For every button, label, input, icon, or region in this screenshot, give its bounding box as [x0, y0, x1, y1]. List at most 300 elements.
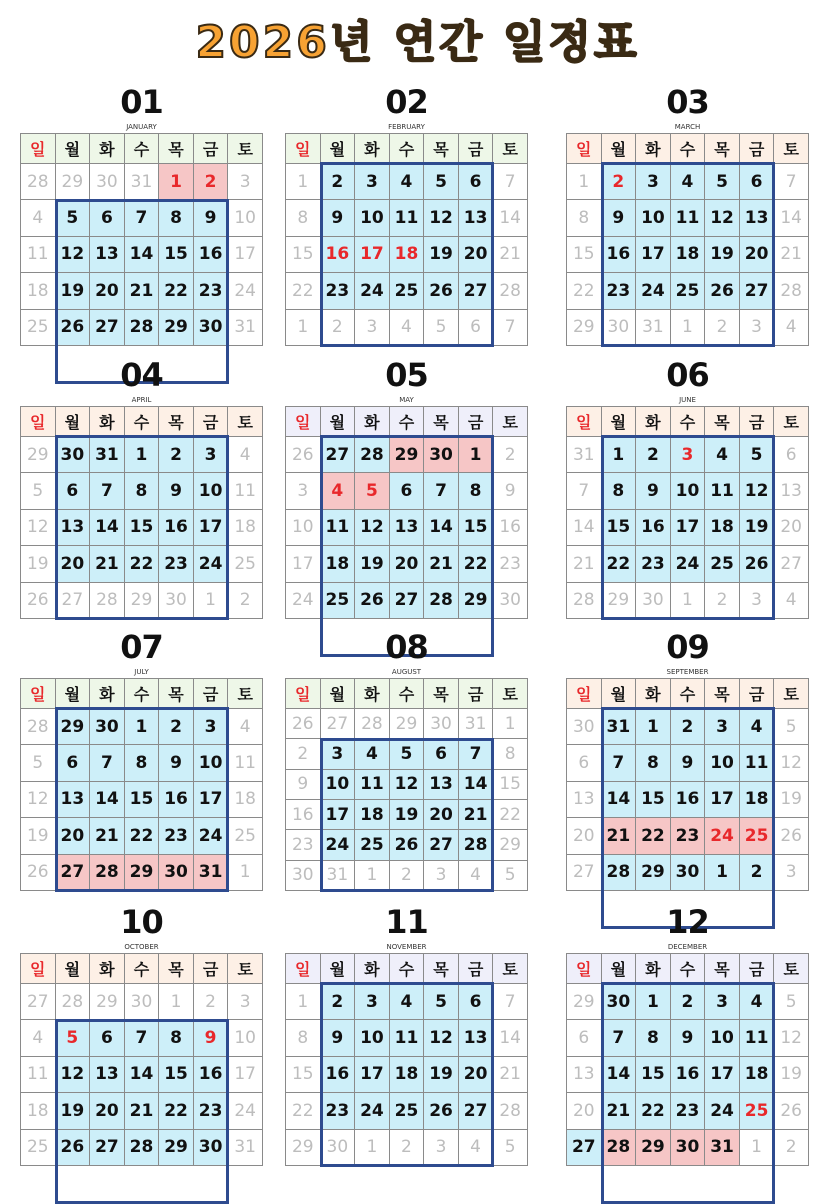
- weekday-header: 일: [21, 407, 56, 437]
- day-cell: 2: [705, 582, 740, 618]
- day-cell: 30: [159, 582, 194, 618]
- weekday-header: 수: [389, 134, 424, 164]
- day-cell: 11: [739, 1020, 774, 1056]
- day-cell: 5: [424, 309, 459, 345]
- month-08: [285, 628, 528, 893]
- day-cell: 22: [636, 1093, 671, 1129]
- day-cell: 6: [55, 473, 90, 509]
- day-cell: 6: [774, 437, 809, 473]
- day-cell: 19: [424, 236, 459, 272]
- day-cell: 21: [601, 818, 636, 854]
- day-cell: 31: [636, 309, 671, 345]
- day-cell: 15: [124, 509, 159, 545]
- day-cell: 12: [424, 200, 459, 236]
- day-cell: 2: [774, 1129, 809, 1165]
- day-cell: 21: [493, 1056, 528, 1092]
- weekday-header: 월: [320, 134, 355, 164]
- day-cell: 9: [320, 1020, 355, 1056]
- day-cell: 11: [228, 473, 263, 509]
- weekday-header: 토: [774, 954, 809, 984]
- weekday-header: 목: [705, 407, 740, 437]
- day-cell: 5: [774, 984, 809, 1020]
- day-cell: 25: [389, 273, 424, 309]
- day-cell: 8: [567, 200, 602, 236]
- day-cell: 15: [601, 509, 636, 545]
- day-cell: 2: [670, 709, 705, 745]
- month-number: 11: [385, 903, 428, 941]
- day-cell: 3: [705, 984, 740, 1020]
- weekday-header: 목: [424, 134, 459, 164]
- day-cell: 8: [493, 739, 528, 769]
- day-cell: 20: [55, 546, 90, 582]
- day-cell: 16: [193, 236, 228, 272]
- weekday-header: 목: [159, 954, 194, 984]
- day-cell: 19: [389, 799, 424, 829]
- weekday-header: 금: [458, 134, 493, 164]
- day-cell: 13: [389, 509, 424, 545]
- weekday-header: 일: [21, 954, 56, 984]
- day-cell: 27: [389, 582, 424, 618]
- weekday-header: 일: [21, 134, 56, 164]
- day-cell: 18: [739, 1056, 774, 1092]
- day-cell: 3: [355, 164, 390, 200]
- day-cell: 25: [670, 273, 705, 309]
- day-cell: 13: [90, 1056, 125, 1092]
- month-number: 05: [385, 356, 428, 394]
- day-cell: 1: [159, 984, 194, 1020]
- day-cell: 13: [458, 1020, 493, 1056]
- day-cell: 27: [424, 830, 459, 860]
- weekday-header: 토: [228, 407, 263, 437]
- day-cell: 27: [320, 709, 355, 739]
- day-cell: 6: [389, 473, 424, 509]
- weekday-header: 목: [159, 407, 194, 437]
- day-cell: 10: [636, 200, 671, 236]
- day-cell: 17: [193, 509, 228, 545]
- day-cell: 19: [55, 273, 90, 309]
- day-cell: 26: [424, 273, 459, 309]
- day-cell: 16: [636, 509, 671, 545]
- month-name: SEPTEMBER: [666, 668, 709, 676]
- month-name: FEBRUARY: [388, 123, 425, 131]
- weekday-header: 일: [286, 134, 321, 164]
- day-cell: 24: [705, 818, 740, 854]
- day-cell: 29: [159, 309, 194, 345]
- day-cell: 2: [601, 164, 636, 200]
- day-cell: 3: [424, 860, 459, 890]
- weekday-header: 토: [493, 407, 528, 437]
- day-cell: 8: [124, 745, 159, 781]
- day-cell: 13: [424, 769, 459, 799]
- day-cell: 16: [670, 1056, 705, 1092]
- weekday-header: 월: [55, 134, 90, 164]
- day-cell: 28: [458, 830, 493, 860]
- day-cell: 13: [739, 200, 774, 236]
- day-cell: 1: [458, 437, 493, 473]
- day-cell: 17: [705, 781, 740, 817]
- weekday-header: 월: [601, 954, 636, 984]
- day-cell: 10: [355, 1020, 390, 1056]
- day-cell: 19: [774, 1056, 809, 1092]
- day-cell: 10: [286, 509, 321, 545]
- day-cell: 6: [458, 309, 493, 345]
- day-cell: 6: [567, 1020, 602, 1056]
- month-calendar-table: [20, 678, 263, 891]
- day-cell: 10: [705, 745, 740, 781]
- weekday-header: 목: [705, 954, 740, 984]
- day-cell: 18: [228, 509, 263, 545]
- day-cell: 14: [567, 509, 602, 545]
- day-cell: 9: [636, 473, 671, 509]
- day-cell: 23: [193, 1093, 228, 1129]
- day-cell: 31: [458, 709, 493, 739]
- day-cell: 29: [55, 164, 90, 200]
- weekday-header: 화: [636, 679, 671, 709]
- day-cell: 30: [493, 582, 528, 618]
- weekday-header: 목: [424, 679, 459, 709]
- day-cell: 28: [601, 1129, 636, 1165]
- day-cell: 17: [355, 1056, 390, 1092]
- day-cell: 20: [55, 818, 90, 854]
- day-cell: 26: [21, 854, 56, 890]
- weekday-header: 수: [124, 407, 159, 437]
- day-cell: 7: [601, 745, 636, 781]
- day-cell: 8: [159, 200, 194, 236]
- month-number: 03: [666, 83, 709, 121]
- month-calendar-table: [285, 953, 528, 1166]
- weekday-header: 월: [320, 679, 355, 709]
- day-cell: 29: [567, 984, 602, 1020]
- month-number: 01: [120, 83, 163, 121]
- day-cell: 30: [55, 437, 90, 473]
- day-cell: 5: [355, 473, 390, 509]
- day-cell: 15: [159, 236, 194, 272]
- day-cell: 14: [458, 769, 493, 799]
- weekday-header: 월: [55, 407, 90, 437]
- day-cell: 27: [774, 546, 809, 582]
- day-cell: 15: [493, 769, 528, 799]
- day-cell: 31: [567, 437, 602, 473]
- day-cell: 21: [458, 799, 493, 829]
- day-cell: 28: [601, 854, 636, 890]
- day-cell: 30: [567, 709, 602, 745]
- day-cell: 26: [739, 546, 774, 582]
- weekday-header: 토: [228, 134, 263, 164]
- day-cell: 19: [424, 1056, 459, 1092]
- day-cell: 23: [670, 1093, 705, 1129]
- day-cell: 2: [636, 437, 671, 473]
- day-cell: 30: [424, 709, 459, 739]
- day-cell: 12: [55, 236, 90, 272]
- day-cell: 5: [493, 860, 528, 890]
- day-cell: 11: [705, 473, 740, 509]
- day-cell: 3: [739, 582, 774, 618]
- day-cell: 21: [567, 546, 602, 582]
- day-cell: 22: [286, 273, 321, 309]
- day-cell: 30: [636, 582, 671, 618]
- day-cell: 24: [193, 818, 228, 854]
- day-cell: 31: [228, 309, 263, 345]
- day-cell: 19: [774, 781, 809, 817]
- day-cell: 8: [458, 473, 493, 509]
- day-cell: 22: [636, 818, 671, 854]
- day-cell: 5: [21, 473, 56, 509]
- day-cell: 2: [286, 739, 321, 769]
- day-cell: 26: [355, 582, 390, 618]
- day-cell: 16: [159, 781, 194, 817]
- day-cell: 11: [355, 769, 390, 799]
- day-cell: 2: [320, 164, 355, 200]
- day-cell: 25: [739, 818, 774, 854]
- day-cell: 29: [636, 854, 671, 890]
- day-cell: 23: [320, 273, 355, 309]
- day-cell: 23: [286, 830, 321, 860]
- month-02: [285, 83, 528, 348]
- weekday-header: 수: [124, 679, 159, 709]
- day-cell: 30: [601, 309, 636, 345]
- day-cell: 27: [90, 1129, 125, 1165]
- day-cell: 12: [55, 1056, 90, 1092]
- day-cell: 16: [159, 509, 194, 545]
- weekday-header: 월: [601, 134, 636, 164]
- day-cell: 21: [124, 1093, 159, 1129]
- day-cell: 10: [228, 1020, 263, 1056]
- weekday-header: 월: [55, 954, 90, 984]
- month-calendar-table: [566, 678, 809, 891]
- day-cell: 17: [286, 546, 321, 582]
- day-cell: 25: [21, 309, 56, 345]
- day-cell: 15: [458, 509, 493, 545]
- day-cell: 13: [55, 509, 90, 545]
- day-cell: 5: [55, 1020, 90, 1056]
- day-cell: 7: [493, 309, 528, 345]
- day-cell: 6: [90, 200, 125, 236]
- day-cell: 1: [159, 164, 194, 200]
- day-cell: 17: [228, 1056, 263, 1092]
- month-calendar-table: [20, 406, 263, 619]
- weekday-header: 토: [493, 954, 528, 984]
- day-cell: 4: [228, 437, 263, 473]
- day-cell: 11: [670, 200, 705, 236]
- day-cell: 27: [739, 273, 774, 309]
- weekday-header: 목: [705, 134, 740, 164]
- day-cell: 4: [458, 1129, 493, 1165]
- day-cell: 22: [159, 1093, 194, 1129]
- day-cell: 11: [21, 1056, 56, 1092]
- day-cell: 30: [670, 1129, 705, 1165]
- day-cell: 13: [774, 473, 809, 509]
- day-cell: 12: [774, 745, 809, 781]
- day-cell: 31: [228, 1129, 263, 1165]
- day-cell: 29: [286, 1129, 321, 1165]
- day-cell: 4: [670, 164, 705, 200]
- month-calendar-table: [285, 678, 528, 891]
- day-cell: 5: [21, 745, 56, 781]
- day-cell: 27: [21, 984, 56, 1020]
- day-cell: 2: [193, 164, 228, 200]
- day-cell: 27: [55, 854, 90, 890]
- month-number: 04: [120, 356, 163, 394]
- day-cell: 28: [493, 1093, 528, 1129]
- month-06: [566, 356, 809, 621]
- day-cell: 1: [670, 309, 705, 345]
- day-cell: 29: [159, 1129, 194, 1165]
- day-cell: 3: [286, 473, 321, 509]
- day-cell: 23: [493, 546, 528, 582]
- day-cell: 26: [389, 830, 424, 860]
- day-cell: 22: [458, 546, 493, 582]
- day-cell: 15: [567, 236, 602, 272]
- weekday-header: 금: [739, 407, 774, 437]
- day-cell: 12: [705, 200, 740, 236]
- day-cell: 12: [389, 769, 424, 799]
- weekday-header: 수: [124, 954, 159, 984]
- day-cell: 18: [389, 236, 424, 272]
- month-name: JUNE: [679, 396, 696, 404]
- day-cell: 29: [389, 709, 424, 739]
- day-cell: 21: [493, 236, 528, 272]
- day-cell: 19: [21, 818, 56, 854]
- day-cell: 14: [90, 509, 125, 545]
- day-cell: 25: [355, 830, 390, 860]
- weekday-header: 수: [389, 954, 424, 984]
- day-cell: 26: [705, 273, 740, 309]
- day-cell: 15: [159, 1056, 194, 1092]
- weekday-header: 금: [458, 954, 493, 984]
- day-cell: 1: [228, 854, 263, 890]
- day-cell: 24: [705, 1093, 740, 1129]
- weekday-header: 금: [739, 134, 774, 164]
- day-cell: 29: [389, 437, 424, 473]
- day-cell: 7: [493, 984, 528, 1020]
- weekday-header: 목: [424, 954, 459, 984]
- month-name: JANUARY: [126, 123, 157, 131]
- day-cell: 16: [493, 509, 528, 545]
- day-cell: 23: [636, 546, 671, 582]
- day-cell: 25: [705, 546, 740, 582]
- day-cell: 3: [320, 739, 355, 769]
- day-cell: 5: [705, 164, 740, 200]
- day-cell: 11: [389, 1020, 424, 1056]
- day-cell: 3: [355, 984, 390, 1020]
- month-name: AUGUST: [391, 668, 422, 676]
- month-number: 02: [385, 83, 428, 121]
- day-cell: 7: [458, 739, 493, 769]
- day-cell: 9: [193, 1020, 228, 1056]
- day-cell: 10: [670, 473, 705, 509]
- day-cell: 16: [320, 236, 355, 272]
- day-cell: 5: [55, 200, 90, 236]
- day-cell: 22: [159, 273, 194, 309]
- weekday-header: 화: [636, 954, 671, 984]
- weekday-header: 토: [493, 679, 528, 709]
- day-cell: 4: [774, 309, 809, 345]
- day-cell: 9: [159, 473, 194, 509]
- weekday-header: 화: [355, 954, 390, 984]
- day-cell: 2: [320, 309, 355, 345]
- day-cell: 11: [228, 745, 263, 781]
- day-cell: 8: [286, 1020, 321, 1056]
- day-cell: 13: [567, 781, 602, 817]
- day-cell: 3: [228, 984, 263, 1020]
- day-cell: 10: [320, 769, 355, 799]
- day-cell: 24: [228, 1093, 263, 1129]
- day-cell: 19: [55, 1093, 90, 1129]
- month-calendar-table: [566, 133, 809, 346]
- day-cell: 14: [424, 509, 459, 545]
- day-cell: 7: [424, 473, 459, 509]
- day-cell: 13: [90, 236, 125, 272]
- month-09: [566, 628, 809, 893]
- day-cell: 17: [355, 236, 390, 272]
- month-number: 10: [120, 903, 163, 941]
- weekday-header: 월: [320, 407, 355, 437]
- day-cell: 4: [21, 200, 56, 236]
- day-cell: 28: [424, 582, 459, 618]
- weekday-header: 금: [458, 679, 493, 709]
- weekday-header: 화: [355, 407, 390, 437]
- day-cell: 30: [601, 984, 636, 1020]
- day-cell: 19: [21, 546, 56, 582]
- day-cell: 28: [774, 273, 809, 309]
- day-cell: 24: [355, 273, 390, 309]
- day-cell: 14: [601, 781, 636, 817]
- day-cell: 15: [636, 781, 671, 817]
- month-04: [20, 356, 263, 621]
- day-cell: 2: [228, 582, 263, 618]
- day-cell: 18: [21, 1093, 56, 1129]
- day-cell: 18: [670, 236, 705, 272]
- day-cell: 9: [670, 1020, 705, 1056]
- weekday-header: 목: [424, 407, 459, 437]
- day-cell: 1: [286, 984, 321, 1020]
- day-cell: 29: [601, 582, 636, 618]
- weekday-header: 목: [159, 679, 194, 709]
- weekday-header: 금: [193, 134, 228, 164]
- day-cell: 27: [90, 309, 125, 345]
- day-cell: 12: [774, 1020, 809, 1056]
- day-cell: 14: [493, 200, 528, 236]
- day-cell: 17: [636, 236, 671, 272]
- day-cell: 1: [124, 437, 159, 473]
- weekday-header: 금: [193, 954, 228, 984]
- day-cell: 5: [739, 437, 774, 473]
- month-name: DECEMBER: [667, 943, 708, 951]
- weekday-header: 수: [670, 679, 705, 709]
- day-cell: 7: [124, 200, 159, 236]
- day-cell: 18: [705, 509, 740, 545]
- month-number: 06: [666, 356, 709, 394]
- day-cell: 1: [636, 984, 671, 1020]
- day-cell: 2: [320, 984, 355, 1020]
- day-cell: 8: [601, 473, 636, 509]
- day-cell: 12: [21, 781, 56, 817]
- weekday-header: 토: [774, 407, 809, 437]
- weekday-header: 토: [774, 679, 809, 709]
- day-cell: 11: [389, 200, 424, 236]
- day-cell: 20: [90, 1093, 125, 1129]
- month-03: [566, 83, 809, 348]
- day-cell: 27: [567, 1129, 602, 1165]
- day-cell: 29: [567, 309, 602, 345]
- day-cell: 10: [355, 200, 390, 236]
- day-cell: 23: [320, 1093, 355, 1129]
- day-cell: 29: [55, 709, 90, 745]
- day-cell: 4: [389, 164, 424, 200]
- weekday-header: 화: [636, 407, 671, 437]
- day-cell: 21: [601, 1093, 636, 1129]
- weekday-header: 목: [705, 679, 740, 709]
